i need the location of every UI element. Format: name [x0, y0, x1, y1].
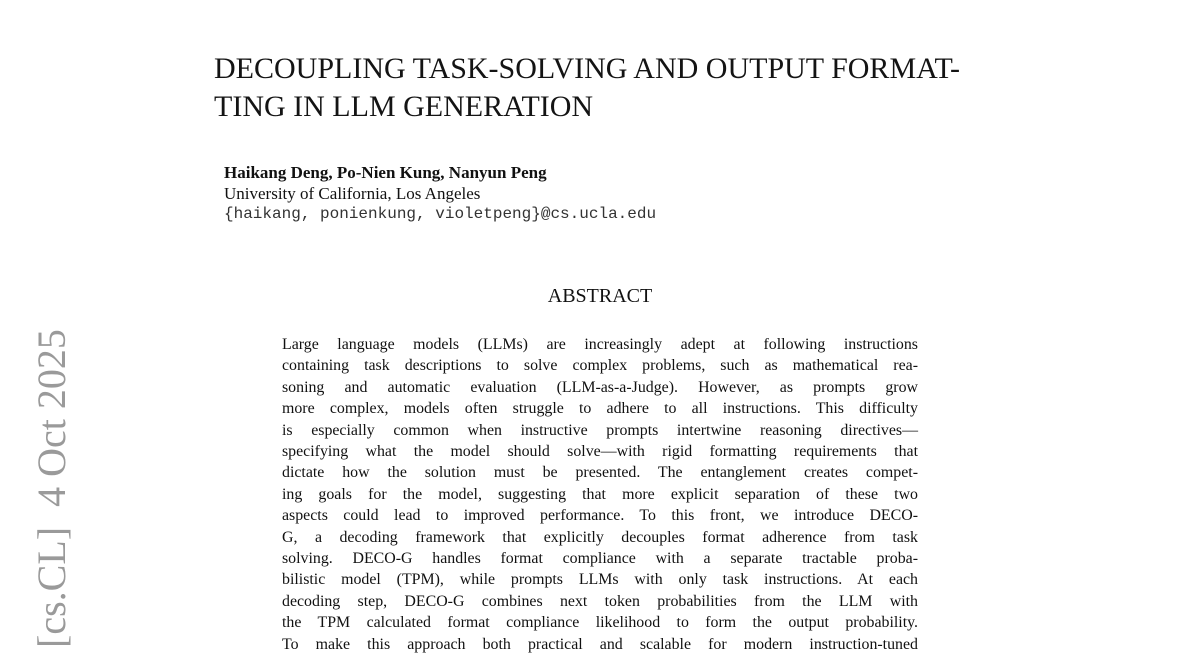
abstract-line: aspects could lead to improved performance. To this front, we introduce DECO-	[282, 507, 918, 525]
paper-title	[214, 50, 1034, 126]
title-line-1: DECOUPLING TASK-SOLVING AND OUTPUT FORMAT-	[214, 52, 961, 85]
author-email: {haikang, ponienkung, violetpeng}@cs.ucla.edu	[224, 205, 657, 223]
title-line-2: TING IN LLM GENERATION	[214, 90, 594, 123]
abstract-line: bilistic model (TPM), while prompts LLMs with only task instructions. At each	[282, 571, 918, 589]
abstract-line: ing goals for the model, suggesting that more explicit separation of these two	[282, 485, 918, 503]
abstract-line: containing task descriptions to solve complex problems, such as mathematical rea-	[282, 357, 918, 375]
author-names: Haikang Deng, Po-Nien Kung, Nanyun Peng	[224, 163, 547, 182]
abstract-line: is especially common when instructive prompts intertwine reasoning directives—	[282, 421, 918, 439]
abstract-line: solving. DECO-G handles format compliance with a separate tractable proba-	[282, 550, 918, 568]
abstract-line: specifying what the model should solve—with rigid formatting requirements that	[282, 443, 918, 461]
abstract-line: decoding step, DECO-G combines next token probabilities from the LLM with	[282, 592, 918, 610]
author-block	[224, 162, 656, 225]
abstract-line: To make this approach both practical and scalable for modern instruction-tuned	[282, 635, 918, 653]
abstract-line: Large language models (LLMs) are increasingly adept at following instructions	[282, 336, 918, 353]
abstract-line: soning and automatic evaluation (LLM-as-a-Judge). However, as prompts grow	[282, 378, 918, 396]
abstract-heading: ABSTRACT	[547, 285, 653, 307]
abstract-line: G, a decoding framework that explicitly decouples format adherence from task	[282, 528, 918, 546]
abstract-body	[282, 334, 918, 655]
abstract-line: dictate how the solution must be presented. The entanglement creates compet-	[282, 464, 918, 482]
abstract-line: more complex, models often struggle to adhere to all instructions. This difficulty	[282, 400, 918, 418]
affiliation: University of California, Los Angeles	[224, 184, 481, 203]
abstract-line: the TPM calculated format compliance likelihood to form the output probability.	[282, 614, 918, 632]
arxiv-stamp: [cs.CL] 4 Oct 2025	[29, 329, 74, 648]
